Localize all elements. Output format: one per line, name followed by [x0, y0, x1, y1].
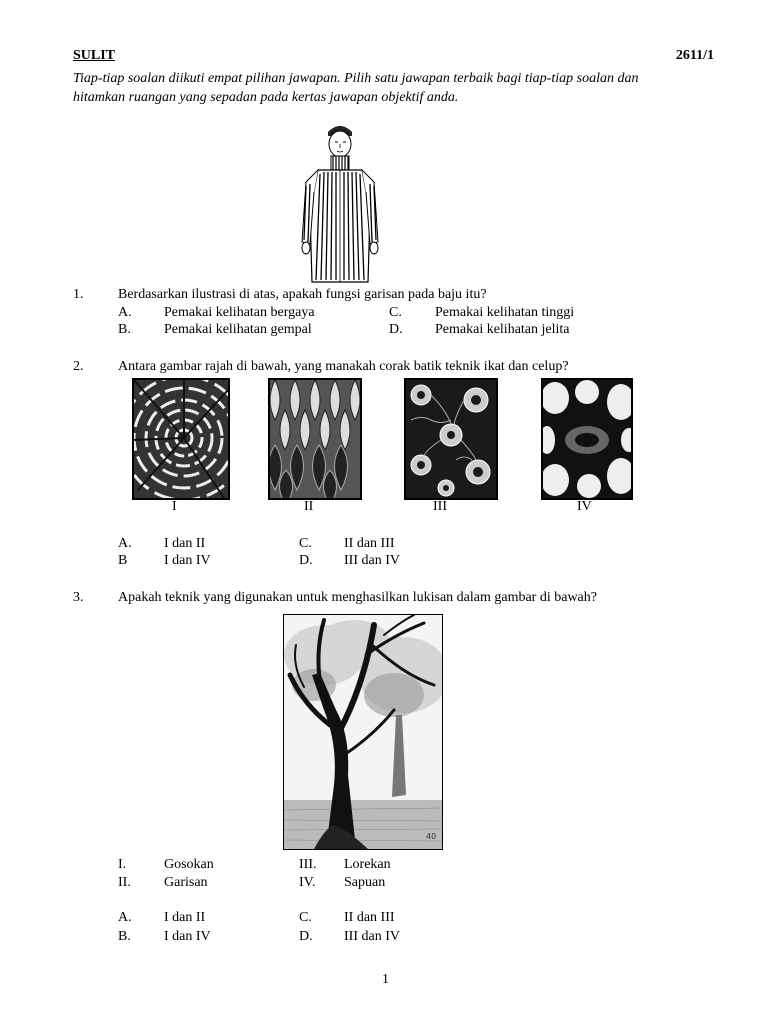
q3-item-1-text: Gosokan: [164, 857, 214, 872]
q3-text: Apakah teknik yang digunakan untuk menghasilkan lukisan dalam gambar di bawah?: [118, 590, 597, 605]
image-label-4: IV: [577, 499, 592, 514]
q1-text: Berdasarkan ilustrasi di atas, apakah fungsi garisan pada baju itu?: [118, 287, 487, 302]
image-label-3: III: [433, 499, 447, 514]
q2-option-c-text: II dan III: [344, 536, 395, 551]
header-sulit: SULIT: [73, 48, 116, 63]
q1-option-c-letter: C.: [389, 305, 402, 320]
q2-number: 2.: [73, 359, 84, 374]
illustration-striped-garment: [296, 122, 384, 284]
q2-option-c-letter: C.: [299, 536, 312, 551]
q3-item-4-numeral: IV.: [299, 875, 316, 890]
q1-option-d-letter: D.: [389, 322, 403, 337]
image-label-1: I: [172, 499, 177, 514]
q1-option-a-text: Pemakai kelihatan bergaya: [164, 305, 315, 320]
q3-option-c-letter: C.: [299, 910, 312, 925]
q1-option-b-letter: B.: [118, 322, 131, 337]
q3-option-a-text: I dan II: [164, 910, 206, 925]
q1-option-d-text: Pemakai kelihatan jelita: [435, 322, 570, 337]
batik-image-2-leaves: [268, 378, 362, 500]
q3-item-2-numeral: II.: [118, 875, 131, 890]
q3-item-1-numeral: I.: [118, 857, 127, 872]
q1-option-b-text: Pemakai kelihatan gempal: [164, 322, 312, 337]
q3-option-d-text: III dan IV: [344, 929, 400, 944]
q3-option-c-text: II dan III: [344, 910, 395, 925]
q1-number: 1.: [73, 287, 84, 302]
svg-text:40: 40: [426, 832, 437, 841]
q3-option-b-text: I dan IV: [164, 929, 211, 944]
instructions-line-1: Tiap-tiap soalan diikuti empat pilihan jawapan. Pilih satu jawapan terbaik bagi tiap-tiap soalan dan: [73, 71, 639, 86]
image-label-2: II: [304, 499, 314, 514]
q3-item-3-numeral: III.: [299, 857, 317, 872]
header-code: 2611/1: [675, 48, 714, 63]
q2-option-b-text: I dan IV: [164, 553, 211, 568]
page-number: 1: [382, 972, 389, 987]
q2-option-a-letter: A.: [118, 536, 132, 551]
q2-option-d-text: III dan IV: [344, 553, 400, 568]
q3-option-b-letter: B.: [118, 929, 131, 944]
q3-option-a-letter: A.: [118, 910, 132, 925]
q2-option-b-letter: B: [118, 553, 128, 568]
q3-option-d-letter: D.: [299, 929, 313, 944]
q3-item-4-text: Sapuan: [344, 875, 386, 890]
batik-image-1-spiral: [132, 378, 230, 500]
batik-image-4-tie-dye: [541, 378, 633, 500]
q2-text: Antara gambar rajah di bawah, yang manakah corak batik teknik ikat dan celup?: [118, 359, 569, 374]
tree-drawing: [283, 614, 443, 850]
q1-option-a-letter: A.: [118, 305, 132, 320]
q3-item-3-text: Lorekan: [344, 857, 391, 872]
q3-number: 3.: [73, 590, 84, 605]
q2-option-a-text: I dan II: [164, 536, 206, 551]
batik-image-3-floral: [404, 378, 498, 500]
instructions-line-2: hitamkan ruangan yang sepadan pada kertas jawapan objektif anda.: [73, 90, 459, 105]
q3-item-2-text: Garisan: [164, 875, 208, 890]
q2-option-d-letter: D.: [299, 553, 313, 568]
q1-option-c-text: Pemakai kelihatan tinggi: [435, 305, 575, 320]
